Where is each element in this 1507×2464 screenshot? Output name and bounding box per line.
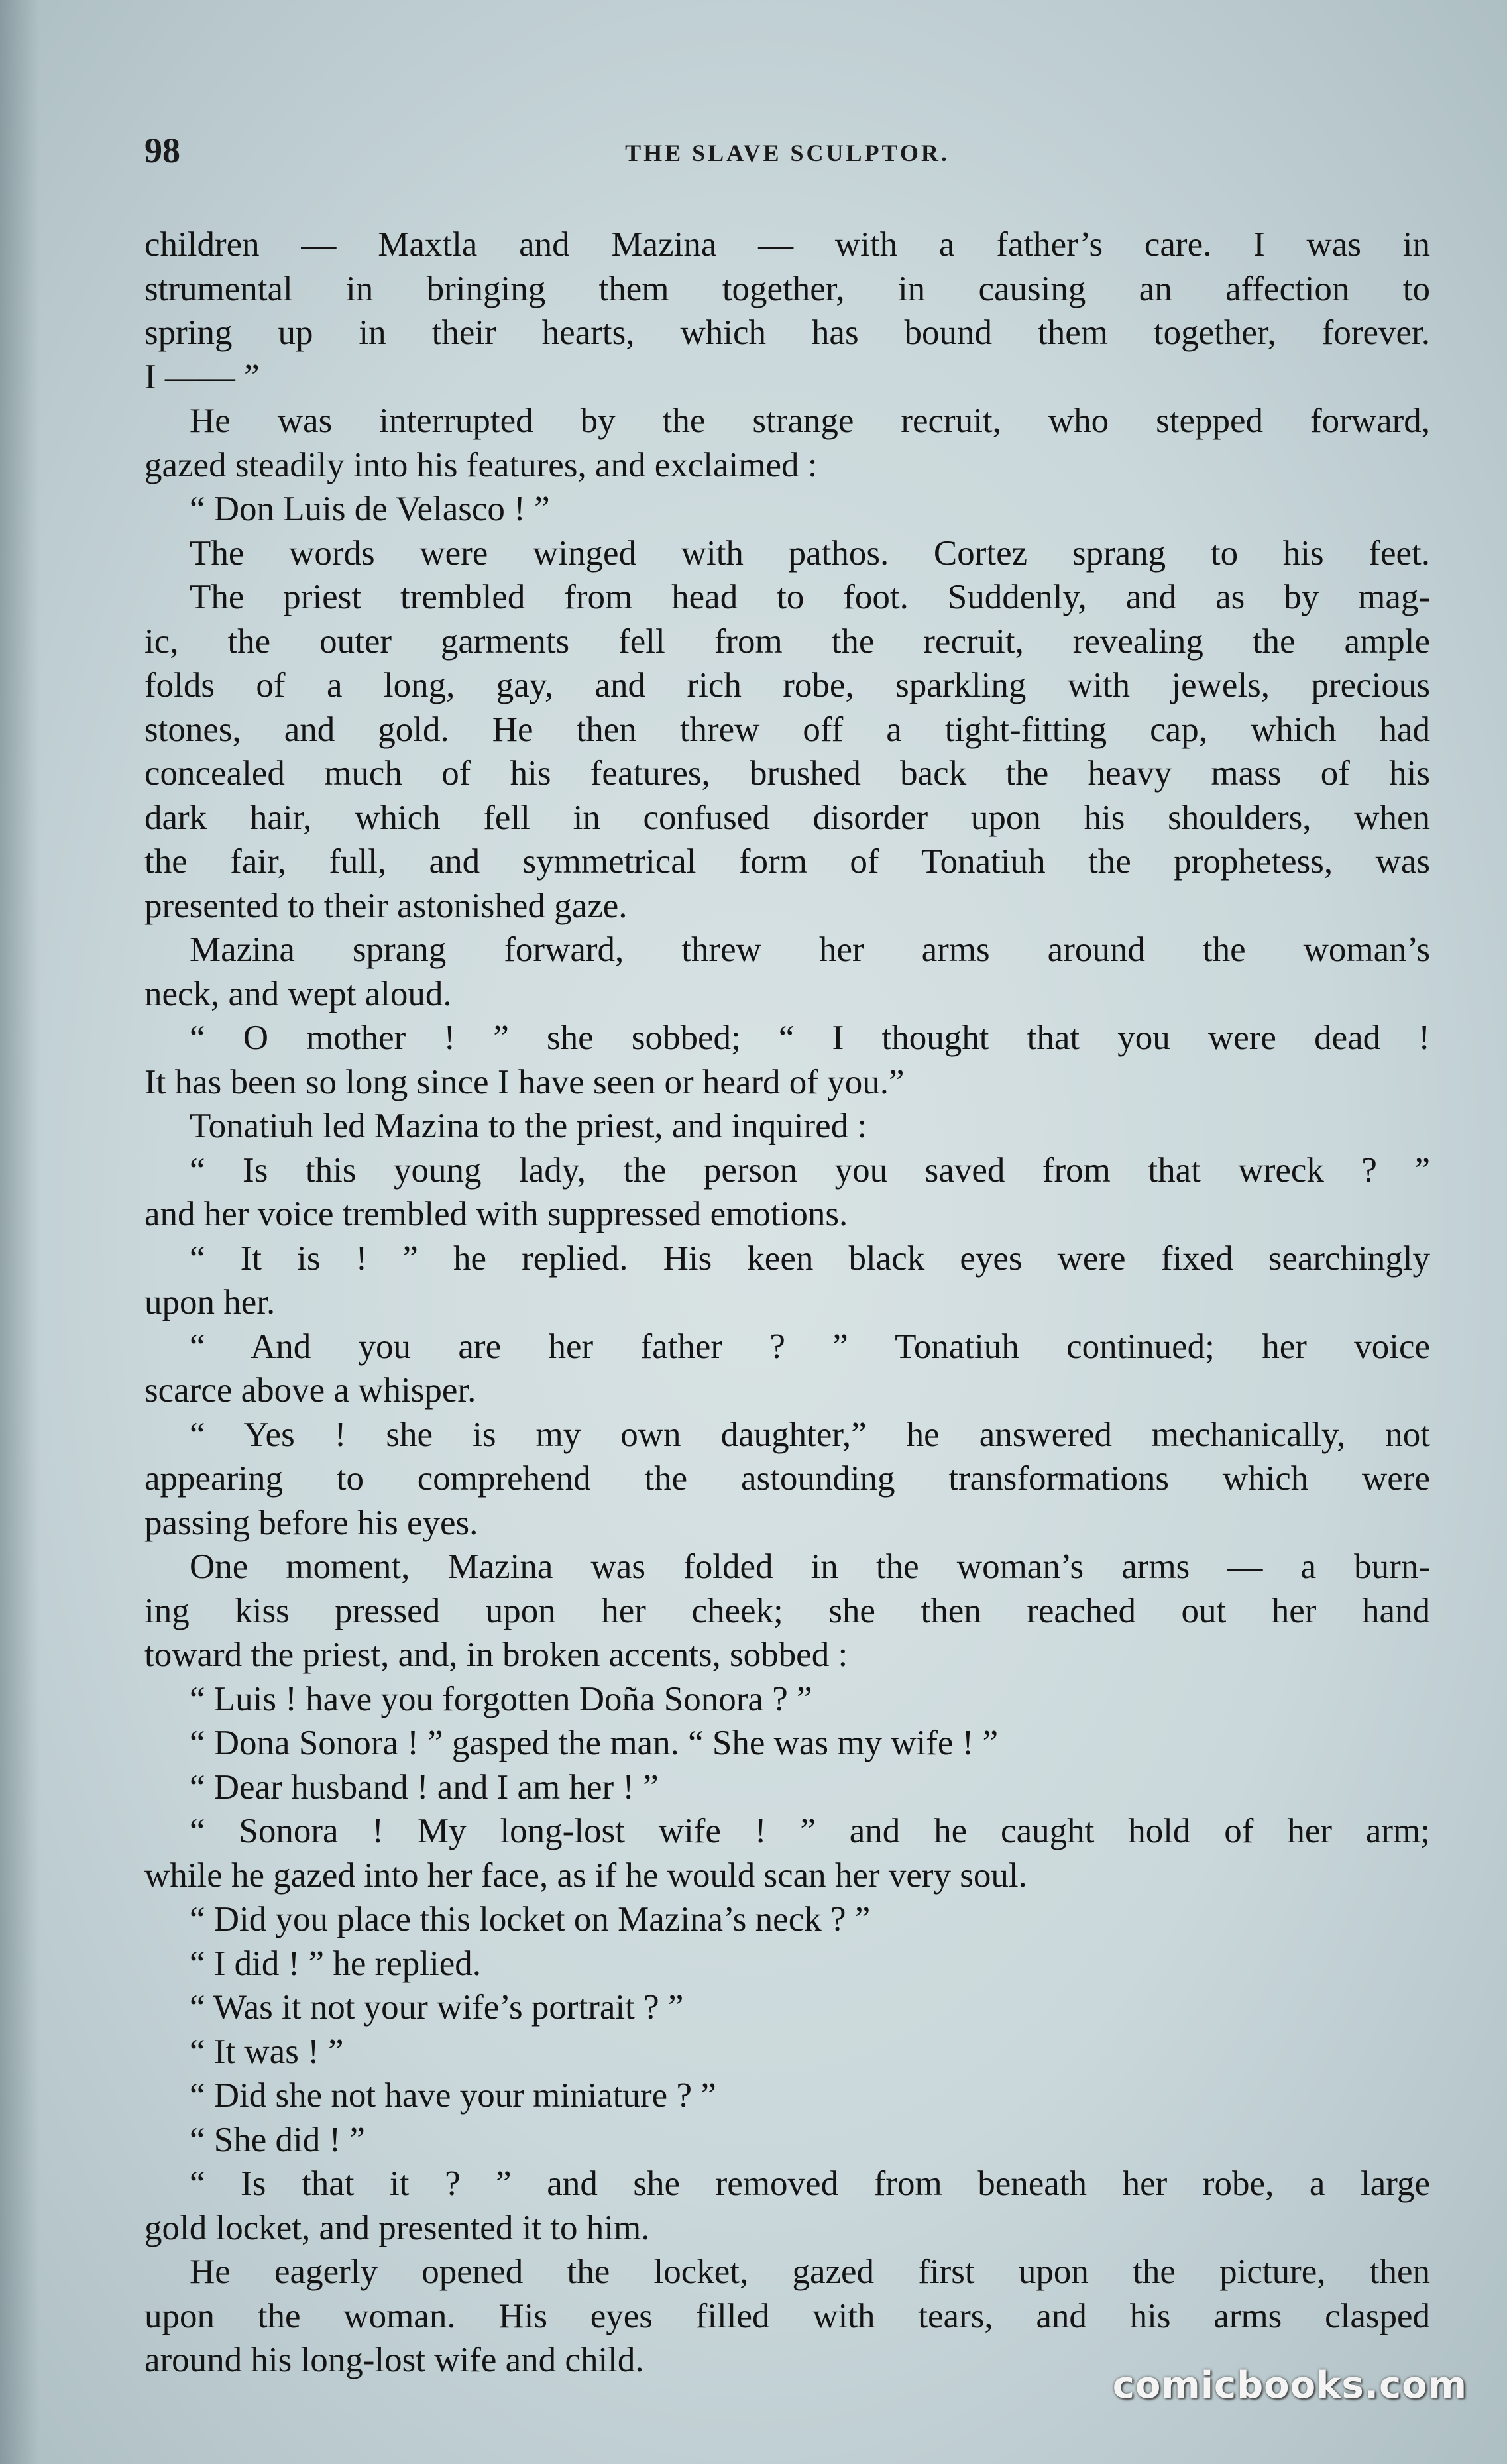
text-line: “ O mother ! ” she sobbed; “ I thought that you were dead ! — [190, 1019, 1430, 1057]
text-line: toward the priest, and, in broken accents, sobbed : — [144, 1636, 848, 1674]
page-header — [144, 130, 1430, 183]
text-line: neck, and wept aloud. — [144, 974, 452, 1013]
text-line: “ Yes ! she is my own daughter,” he answered mechanically, not — [190, 1415, 1430, 1454]
text-line: “ Don Luis de Velasco ! ” — [190, 490, 550, 528]
text-line: gold locket, and presented it to him. — [144, 2208, 650, 2247]
text-line: Mazina sprang forward, threw her arms around the woman’s — [190, 930, 1430, 969]
page-number: 98 — [144, 131, 180, 170]
text-line: “ Is this young lady, the person you saved from that wreck ? ” — [190, 1150, 1430, 1190]
text-line: “ It is ! ” he replied. His keen black eyes were fixed searchingly — [190, 1239, 1430, 1278]
text-line: “ Luis ! have you forgotten Doña Sonora ? ” — [190, 1679, 812, 1718]
text-line: He was interrupted by the strange recruit, who stepped forward, — [190, 402, 1430, 440]
text-line: “ Dona Sonora ! ” gasped the man. “ She was my wife ! ” — [190, 1724, 999, 1762]
text-line: It has been so long since I have seen or heard of you.” — [144, 1062, 905, 1101]
text-line: “ Dear husband ! and I am her ! ” — [190, 1767, 659, 1807]
text-line: ing kiss pressed upon her cheek; she then reached out her hand — [144, 1591, 1430, 1630]
text-line: “ Was it not your wife’s portrait ? ” — [190, 1988, 684, 2027]
text-line: dark hair, which fell in confused disorder upon his shoulders, when — [144, 798, 1430, 837]
text-line: upon the woman. His eyes filled with tears, and his arms clasped — [144, 2296, 1430, 2335]
page-edge-shadow — [0, 0, 40, 2464]
text-line: “ And you are her father ? ” Tonatiuh continued; her voice — [190, 1327, 1430, 1366]
text-line: Tonatiuh led Mazina to the priest, and inquired : — [190, 1107, 867, 1145]
text-line: “ It was ! ” — [190, 2032, 344, 2071]
text-line: upon her. — [144, 1283, 276, 1321]
text-line: “ Did she not have your miniature ? ” — [190, 2076, 716, 2115]
text-line: and her voice trembled with suppressed emotions. — [144, 1195, 848, 1233]
text-line: “ Did you place this locket on Mazina’s neck ? ” — [190, 1900, 871, 1938]
text-line: One moment, Mazina was folded in the woman’s arms — a burn- — [190, 1547, 1430, 1586]
text-line: ic, the outer garments fell from the recruit, revealing the ample — [144, 622, 1430, 661]
text-line: appearing to comprehend the astounding transformations which were — [144, 1459, 1430, 1498]
text-line: around his long-lost wife and child. — [144, 2341, 644, 2379]
text-line: “ I did ! ” he replied. — [190, 1944, 481, 1983]
body-text — [144, 223, 1430, 2382]
text-line: presented to their astonished gaze. — [144, 886, 628, 925]
text-line: I —— ” — [144, 357, 260, 396]
text-line: gazed steadily into his features, and exclaimed : — [144, 445, 818, 484]
text-line: “ She did ! ” — [190, 2120, 365, 2159]
text-line: “ Sonora ! My long-lost wife ! ” and he caught hold of her arm; — [190, 1812, 1430, 1850]
text-line: the fair, full, and symmetrical form of Tonatiuh the prophetess, was — [144, 842, 1430, 881]
text-line: strumental in bringing them together, in causing an affection to — [144, 269, 1430, 308]
text-line: scarce above a whisper. — [144, 1371, 476, 1410]
watermark: comicbooks.com — [1112, 2364, 1467, 2407]
text-line: stones, and gold. He then threw off a tight-fitting cap, which had — [144, 710, 1430, 749]
text-line: concealed much of his features, brushed back the heavy mass of his — [144, 754, 1430, 793]
text-line: “ Is that it ? ” and she removed from beneath her robe, a large — [190, 2164, 1430, 2203]
text-line: while he gazed into her face, as if he would scan her very soul. — [144, 1856, 1027, 1895]
text-line: The priest trembled from head to foot. Suddenly, and as by mag- — [190, 578, 1430, 616]
running-title: THE SLAVE SCULPTOR. — [625, 140, 950, 166]
text-line: children — Maxtla and Mazina — with a father’s care. I was in — [144, 225, 1430, 264]
text-line: The words were winged with pathos. Cortez sprang to his feet. — [190, 533, 1430, 573]
text-line: He eagerly opened the locket, gazed first upon the picture, then — [190, 2253, 1430, 2291]
text-line: folds of a long, gay, and rich robe, sparkling with jewels, precious — [144, 666, 1430, 704]
text-line: passing before his eyes. — [144, 1503, 478, 1542]
text-line: spring up in their hearts, which has bound them together, forever. — [144, 313, 1430, 352]
